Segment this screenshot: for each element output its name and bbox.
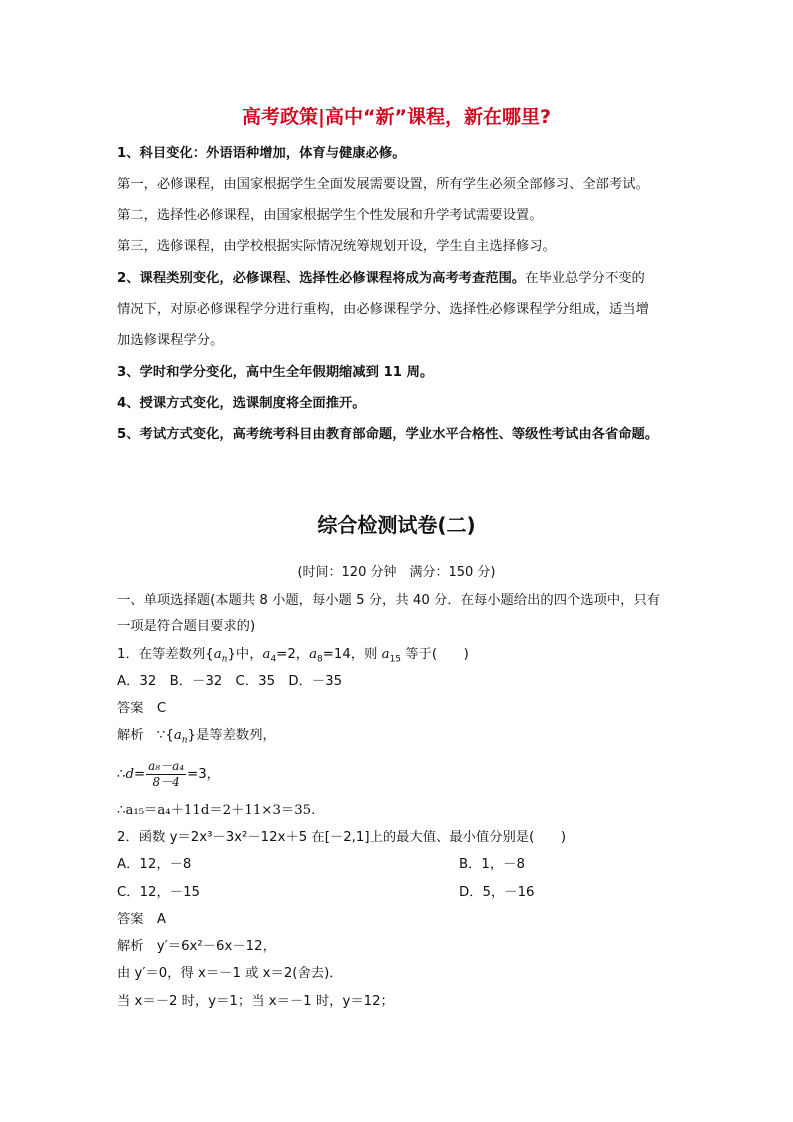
q2-stem: 2．函数 y＝2x³－3x²－12x＋5 在[－2,1]上的最大值、最小值分别是( ) — [117, 830, 567, 845]
policy-item-2-bold: 2、课程类别变化，必修课程、选择性必修课程将成为高考考查范围。 — [117, 271, 526, 286]
q2-options-row2 — [117, 883, 687, 903]
exam-title: 综合检测试卷(二) — [317, 513, 476, 537]
policy-item-2-line2: 情况下，对原必修课程学分进行重构，由必修课程学分、选择性必修课程学分组成，适当增 — [117, 302, 649, 317]
q1-analysis: 解析 $\because\{a_n\}$是等差数列， — [117, 728, 276, 746]
q2-answer: 答案 A — [117, 912, 166, 927]
policy-item-4: 4、授课方式变化，选课制度将全面推开。 — [117, 396, 366, 411]
q2-option-a: A．12，－8 — [117, 857, 192, 872]
policy-item-5: 5、考试方式变化，高考统考科目由教育部命题，学业水平合格性、等级性考试由各省命题。 — [117, 427, 659, 442]
q1-stem: 1．在等差数列$\{a_n\}$中，$a_4=2$，$a_8=14$，则 $a_{15}$ 等于( ) — [117, 647, 469, 665]
q2-analysis-line2: 由 y′＝0，得 x＝－1 或 x＝2(舍去)． — [117, 966, 343, 981]
policy-item-1: 1、科目变化：外语语种增加，体育与健康必修。 — [117, 146, 406, 161]
q1-options: A．32 B．－32 C．35 D．－35 — [117, 674, 343, 689]
q1-answer: 答案 C — [117, 701, 167, 716]
q2-analysis-line3: 当 x＝－2 时，y＝1；当 x＝－1 时，y＝12； — [117, 994, 394, 1009]
policy-item-2-rest: 在毕业总学分不变的 — [525, 271, 645, 286]
q2-analysis: 解析 y′＝6x²－6x－12， — [117, 939, 276, 954]
policy-item-2 — [117, 269, 687, 289]
policy-item-2-line3: 加选修课程学分。 — [117, 333, 224, 348]
policy-item-1a: 第一，必修课程，由国家根据学生全面发展需要设置，所有学生必须全部修习、全部考试。 — [117, 177, 649, 192]
fraction: $\frac{\text{a₈－a₄}}{8-4}$ — [148, 758, 185, 789]
section1-line2: 一项是符合题目要求的) — [117, 619, 256, 634]
q2-option-c: C．12，－15 — [117, 885, 201, 900]
q2-option-b: B．1，－8 — [459, 857, 525, 872]
section1-line1: 一、单项选择题(本题共 8 小题，每小题 5 分，共 40 分．在每小题给出的四个选项中，只有 — [117, 593, 661, 608]
policy-title: 高考政策|高中“新”课程，新在哪里? — [242, 106, 551, 128]
q1-final: ∴a₁₅＝a₄＋11d＝2＋11×3＝35. — [117, 803, 316, 818]
policy-item-1c: 第三，选修课程，由学校根据实际情况统筹规划开设，学生自主选择修习。 — [117, 239, 556, 254]
policy-item-3: 3、学时和学分变化，高中生全年假期缩减到 11 周。 — [117, 365, 434, 380]
q2-option-d: D．5，－16 — [459, 885, 535, 900]
q2-options-row1 — [117, 855, 687, 875]
exam-time-info: (时间：120 分钟 满分：150 分) — [297, 565, 496, 580]
policy-item-1b: 第二，选择性必修课程，由国家根据学生个性发展和升学考试需要设置。 — [117, 208, 543, 223]
q1-step-d: ∴d= $\frac{\text{a₈－a₄}}{8-4}$ =3， — [117, 758, 220, 789]
